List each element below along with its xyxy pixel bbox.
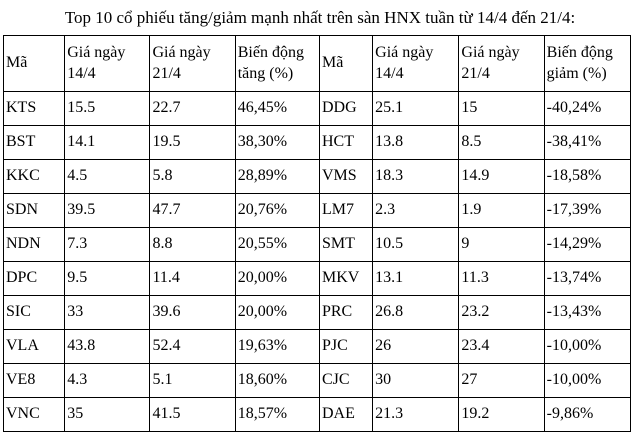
- table-cell-gainer-price-21-4: 5.8: [150, 160, 235, 194]
- table-cell-gainer-price-21-4: 8.8: [150, 228, 235, 262]
- table-cell-gainer-price-14-4: 4.3: [65, 364, 150, 398]
- table-row: [4, 330, 631, 364]
- table-cell-gainer-price-14-4: 43.8: [65, 330, 150, 364]
- table-cell-gainer-code: SDN: [4, 194, 65, 228]
- table-cell-loser-change: -38,41%: [544, 126, 630, 160]
- table-cell-loser-price-21-4: 1.9: [459, 194, 544, 228]
- table-cell-loser-code: HCT: [319, 126, 372, 160]
- table-cell-loser-code: DAE: [319, 398, 372, 432]
- table-cell-gainer-price-14-4: 9.5: [65, 262, 150, 296]
- table-cell-gainer-code: NDN: [4, 228, 65, 262]
- column-header-losers-price-21-4: Giá ngày 21/4: [459, 36, 544, 92]
- table-cell-gainer-price-21-4: 39.6: [150, 296, 235, 330]
- table-cell-gainer-change: 20,76%: [235, 194, 319, 228]
- table-cell-loser-price-21-4: 8.5: [459, 126, 544, 160]
- column-header-gainers-price-14-4: Giá ngày 14/4: [65, 36, 150, 92]
- table-cell-loser-price-21-4: 14.9: [459, 160, 544, 194]
- table-cell-loser-change: -40,24%: [544, 92, 630, 126]
- table-cell-gainer-price-14-4: 14.1: [65, 126, 150, 160]
- column-header-losers-price-14-4: Giá ngày 14/4: [373, 36, 459, 92]
- table-cell-gainer-change: 19,63%: [235, 330, 319, 364]
- table-cell-gainer-change: 46,45%: [235, 92, 319, 126]
- table-cell-loser-price-14-4: 25.1: [373, 92, 459, 126]
- table-cell-gainer-change: 28,89%: [235, 160, 319, 194]
- table-cell-loser-code: PJC: [319, 330, 372, 364]
- table-cell-loser-price-21-4: 23.4: [459, 330, 544, 364]
- table-cell-loser-price-14-4: 18.3: [373, 160, 459, 194]
- table-row: [4, 160, 631, 194]
- column-header-gainers-code: Mã: [4, 36, 65, 92]
- table-cell-gainer-code: KTS: [4, 92, 65, 126]
- stocks-table: [3, 35, 631, 432]
- table-cell-gainer-price-21-4: 52.4: [150, 330, 235, 364]
- table-cell-gainer-change: 18,60%: [235, 364, 319, 398]
- table-row: [4, 92, 631, 126]
- table-cell-loser-price-14-4: 26: [373, 330, 459, 364]
- table-cell-gainer-price-14-4: 15.5: [65, 92, 150, 126]
- table-cell-gainer-price-21-4: 41.5: [150, 398, 235, 432]
- table-cell-gainer-change: 18,57%: [235, 398, 319, 432]
- table-cell-gainer-price-21-4: 19.5: [150, 126, 235, 160]
- column-header-gainers-price-21-4: Giá ngày 21/4: [150, 36, 235, 92]
- table-cell-gainer-code: VE8: [4, 364, 65, 398]
- table-cell-gainer-price-14-4: 33: [65, 296, 150, 330]
- table-cell-loser-code: PRC: [319, 296, 372, 330]
- column-header-losers-change: Biến động giảm (%): [544, 36, 630, 92]
- table-cell-loser-code: CJC: [319, 364, 372, 398]
- table-cell-gainer-code: KKC: [4, 160, 65, 194]
- table-row: [4, 398, 631, 432]
- table-cell-loser-change: -17,39%: [544, 194, 630, 228]
- table-cell-loser-price-21-4: 19.2: [459, 398, 544, 432]
- table-cell-loser-code: MKV: [319, 262, 372, 296]
- table-row: [4, 262, 631, 296]
- table-row: [4, 228, 631, 262]
- table-cell-loser-price-14-4: 26.8: [373, 296, 459, 330]
- table-row: [4, 126, 631, 160]
- table-cell-gainer-change: 20,00%: [235, 296, 319, 330]
- table-cell-loser-code: VMS: [319, 160, 372, 194]
- table-cell-loser-price-21-4: 15: [459, 92, 544, 126]
- table-cell-loser-change: -9,86%: [544, 398, 630, 432]
- table-cell-loser-price-14-4: 13.1: [373, 262, 459, 296]
- table-cell-loser-price-21-4: 11.3: [459, 262, 544, 296]
- table-cell-loser-price-14-4: 10.5: [373, 228, 459, 262]
- table-row: [4, 364, 631, 398]
- table-cell-gainer-price-21-4: 22.7: [150, 92, 235, 126]
- table-cell-loser-change: -10,00%: [544, 330, 630, 364]
- table-cell-loser-change: -14,29%: [544, 228, 630, 262]
- table-cell-loser-price-14-4: 2.3: [373, 194, 459, 228]
- table-row: [4, 296, 631, 330]
- table-cell-loser-price-14-4: 13.8: [373, 126, 459, 160]
- table-cell-loser-price-14-4: 21.3: [373, 398, 459, 432]
- table-body: [4, 92, 631, 432]
- table-cell-loser-code: SMT: [319, 228, 372, 262]
- table-cell-loser-price-14-4: 30: [373, 364, 459, 398]
- table-cell-gainer-code: VLA: [4, 330, 65, 364]
- table-cell-gainer-price-14-4: 35: [65, 398, 150, 432]
- header-row: [4, 36, 631, 92]
- table-cell-loser-change: -18,58%: [544, 160, 630, 194]
- table-cell-loser-code: LM7: [319, 194, 372, 228]
- table-cell-gainer-change: 38,30%: [235, 126, 319, 160]
- table-cell-gainer-change: 20,55%: [235, 228, 319, 262]
- column-header-gainers-change: Biến động tăng (%): [235, 36, 319, 92]
- table-cell-loser-price-21-4: 27: [459, 364, 544, 398]
- table-cell-loser-price-21-4: 9: [459, 228, 544, 262]
- table-cell-gainer-price-14-4: 4.5: [65, 160, 150, 194]
- page-title: Top 10 cổ phiếu tăng/giảm mạnh nhất trên sàn HNX tuần từ 14/4 đến 21/4:: [64, 8, 576, 27]
- table-cell-gainer-price-21-4: 5.1: [150, 364, 235, 398]
- table-row: [4, 194, 631, 228]
- table-cell-loser-code: DDG: [319, 92, 372, 126]
- table-cell-gainer-code: DPC: [4, 262, 65, 296]
- table-cell-gainer-change: 20,00%: [235, 262, 319, 296]
- table-cell-loser-change: -13,43%: [544, 296, 630, 330]
- table-cell-loser-price-21-4: 23.2: [459, 296, 544, 330]
- table-cell-gainer-code: BST: [4, 126, 65, 160]
- table-cell-gainer-code: SIC: [4, 296, 65, 330]
- table-cell-gainer-price-14-4: 7.3: [65, 228, 150, 262]
- table-cell-gainer-price-21-4: 47.7: [150, 194, 235, 228]
- table-cell-loser-change: -10,00%: [544, 364, 630, 398]
- table-cell-gainer-price-14-4: 39.5: [65, 194, 150, 228]
- column-header-losers-code: Mã: [319, 36, 372, 92]
- table-cell-gainer-price-21-4: 11.4: [150, 262, 235, 296]
- table-cell-gainer-code: VNC: [4, 398, 65, 432]
- table-cell-loser-change: -13,74%: [544, 262, 630, 296]
